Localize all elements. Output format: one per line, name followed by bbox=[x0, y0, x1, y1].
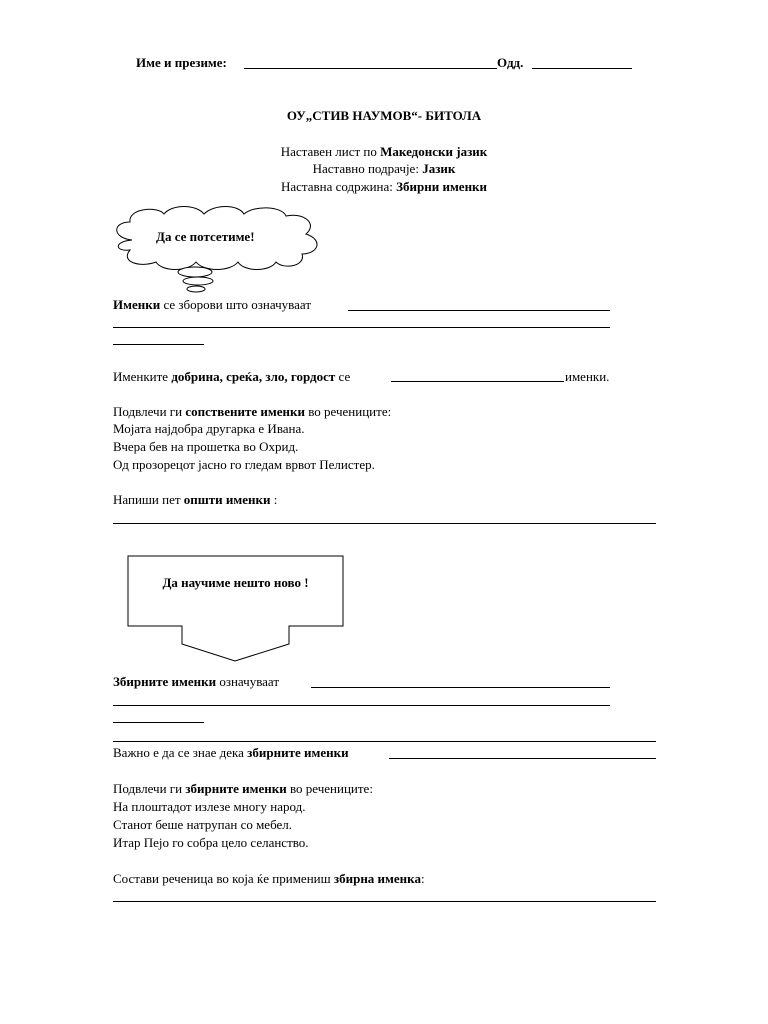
q7-sentence-3[interactable]: Итар Пејо го собра цело селанство. bbox=[113, 835, 309, 850]
q1-text: Именки се зборови што означуваат bbox=[113, 297, 312, 312]
q6-text: Важно е да се знае дека збирните именки bbox=[113, 745, 349, 760]
school-title: ОУ„СТИВ НАУМОВ“- БИТОЛА bbox=[286, 108, 482, 123]
q3-text: Подвлечи ги сопствените именки во речениците: bbox=[113, 404, 392, 419]
q7-sentence-2[interactable]: Станот беше натрупан со мебел. bbox=[113, 817, 293, 832]
q3-sentence-2[interactable]: Вчера бев на прошетка во Охрид. bbox=[113, 439, 299, 454]
q7-text: Подвлечи ги збирните именки во речениците: bbox=[113, 781, 373, 796]
q2-blank[interactable] bbox=[391, 381, 564, 382]
q5-blank-4[interactable] bbox=[113, 741, 656, 742]
q2-text: Именките добрина, среќа, зло, гордост се bbox=[113, 369, 351, 384]
thought-cloud bbox=[117, 207, 317, 293]
q5-text: Збирните именки означуваат bbox=[113, 674, 280, 689]
q1-blank-1[interactable] bbox=[348, 310, 610, 311]
q5-blank-3[interactable] bbox=[113, 722, 204, 723]
name-label: Име и презиме: bbox=[136, 55, 227, 70]
area-line: Наставно подрачје: Јазик bbox=[312, 161, 456, 176]
q4-text: Напиши пет општи именки : bbox=[113, 492, 278, 507]
subject-line: Наставен лист по Македонски јазик bbox=[280, 144, 488, 159]
arrow-text: Да научиме нешто ново ! bbox=[162, 575, 309, 590]
q1-blank-2[interactable] bbox=[113, 327, 610, 328]
q7-sentence-1[interactable]: На плоштадот излезе многу народ. bbox=[113, 799, 306, 814]
q3-sentence-1[interactable]: Мојата најдобра другарка е Ивана. bbox=[113, 421, 305, 436]
q8-blank[interactable] bbox=[113, 901, 656, 902]
q4-blank[interactable] bbox=[113, 523, 656, 524]
q5-blank-1[interactable] bbox=[311, 687, 610, 688]
q8-text: Состави реченица во која ќе примениш збирна именка: bbox=[113, 871, 425, 886]
q1-blank-3[interactable] bbox=[113, 344, 204, 345]
q5-blank-2[interactable] bbox=[113, 705, 610, 706]
cloud-text: Да се потсетиме! bbox=[156, 229, 255, 244]
q3-sentence-3[interactable]: Од прозорецот јасно го гледам врвот Пелистер. bbox=[113, 457, 375, 472]
class-label: Одд. bbox=[497, 55, 524, 70]
q2-suffix: именки. bbox=[565, 369, 610, 384]
arrow-callout bbox=[128, 556, 343, 661]
content-line: Наставна содржина: Збирни именки bbox=[280, 179, 488, 194]
q6-blank[interactable] bbox=[389, 758, 656, 759]
